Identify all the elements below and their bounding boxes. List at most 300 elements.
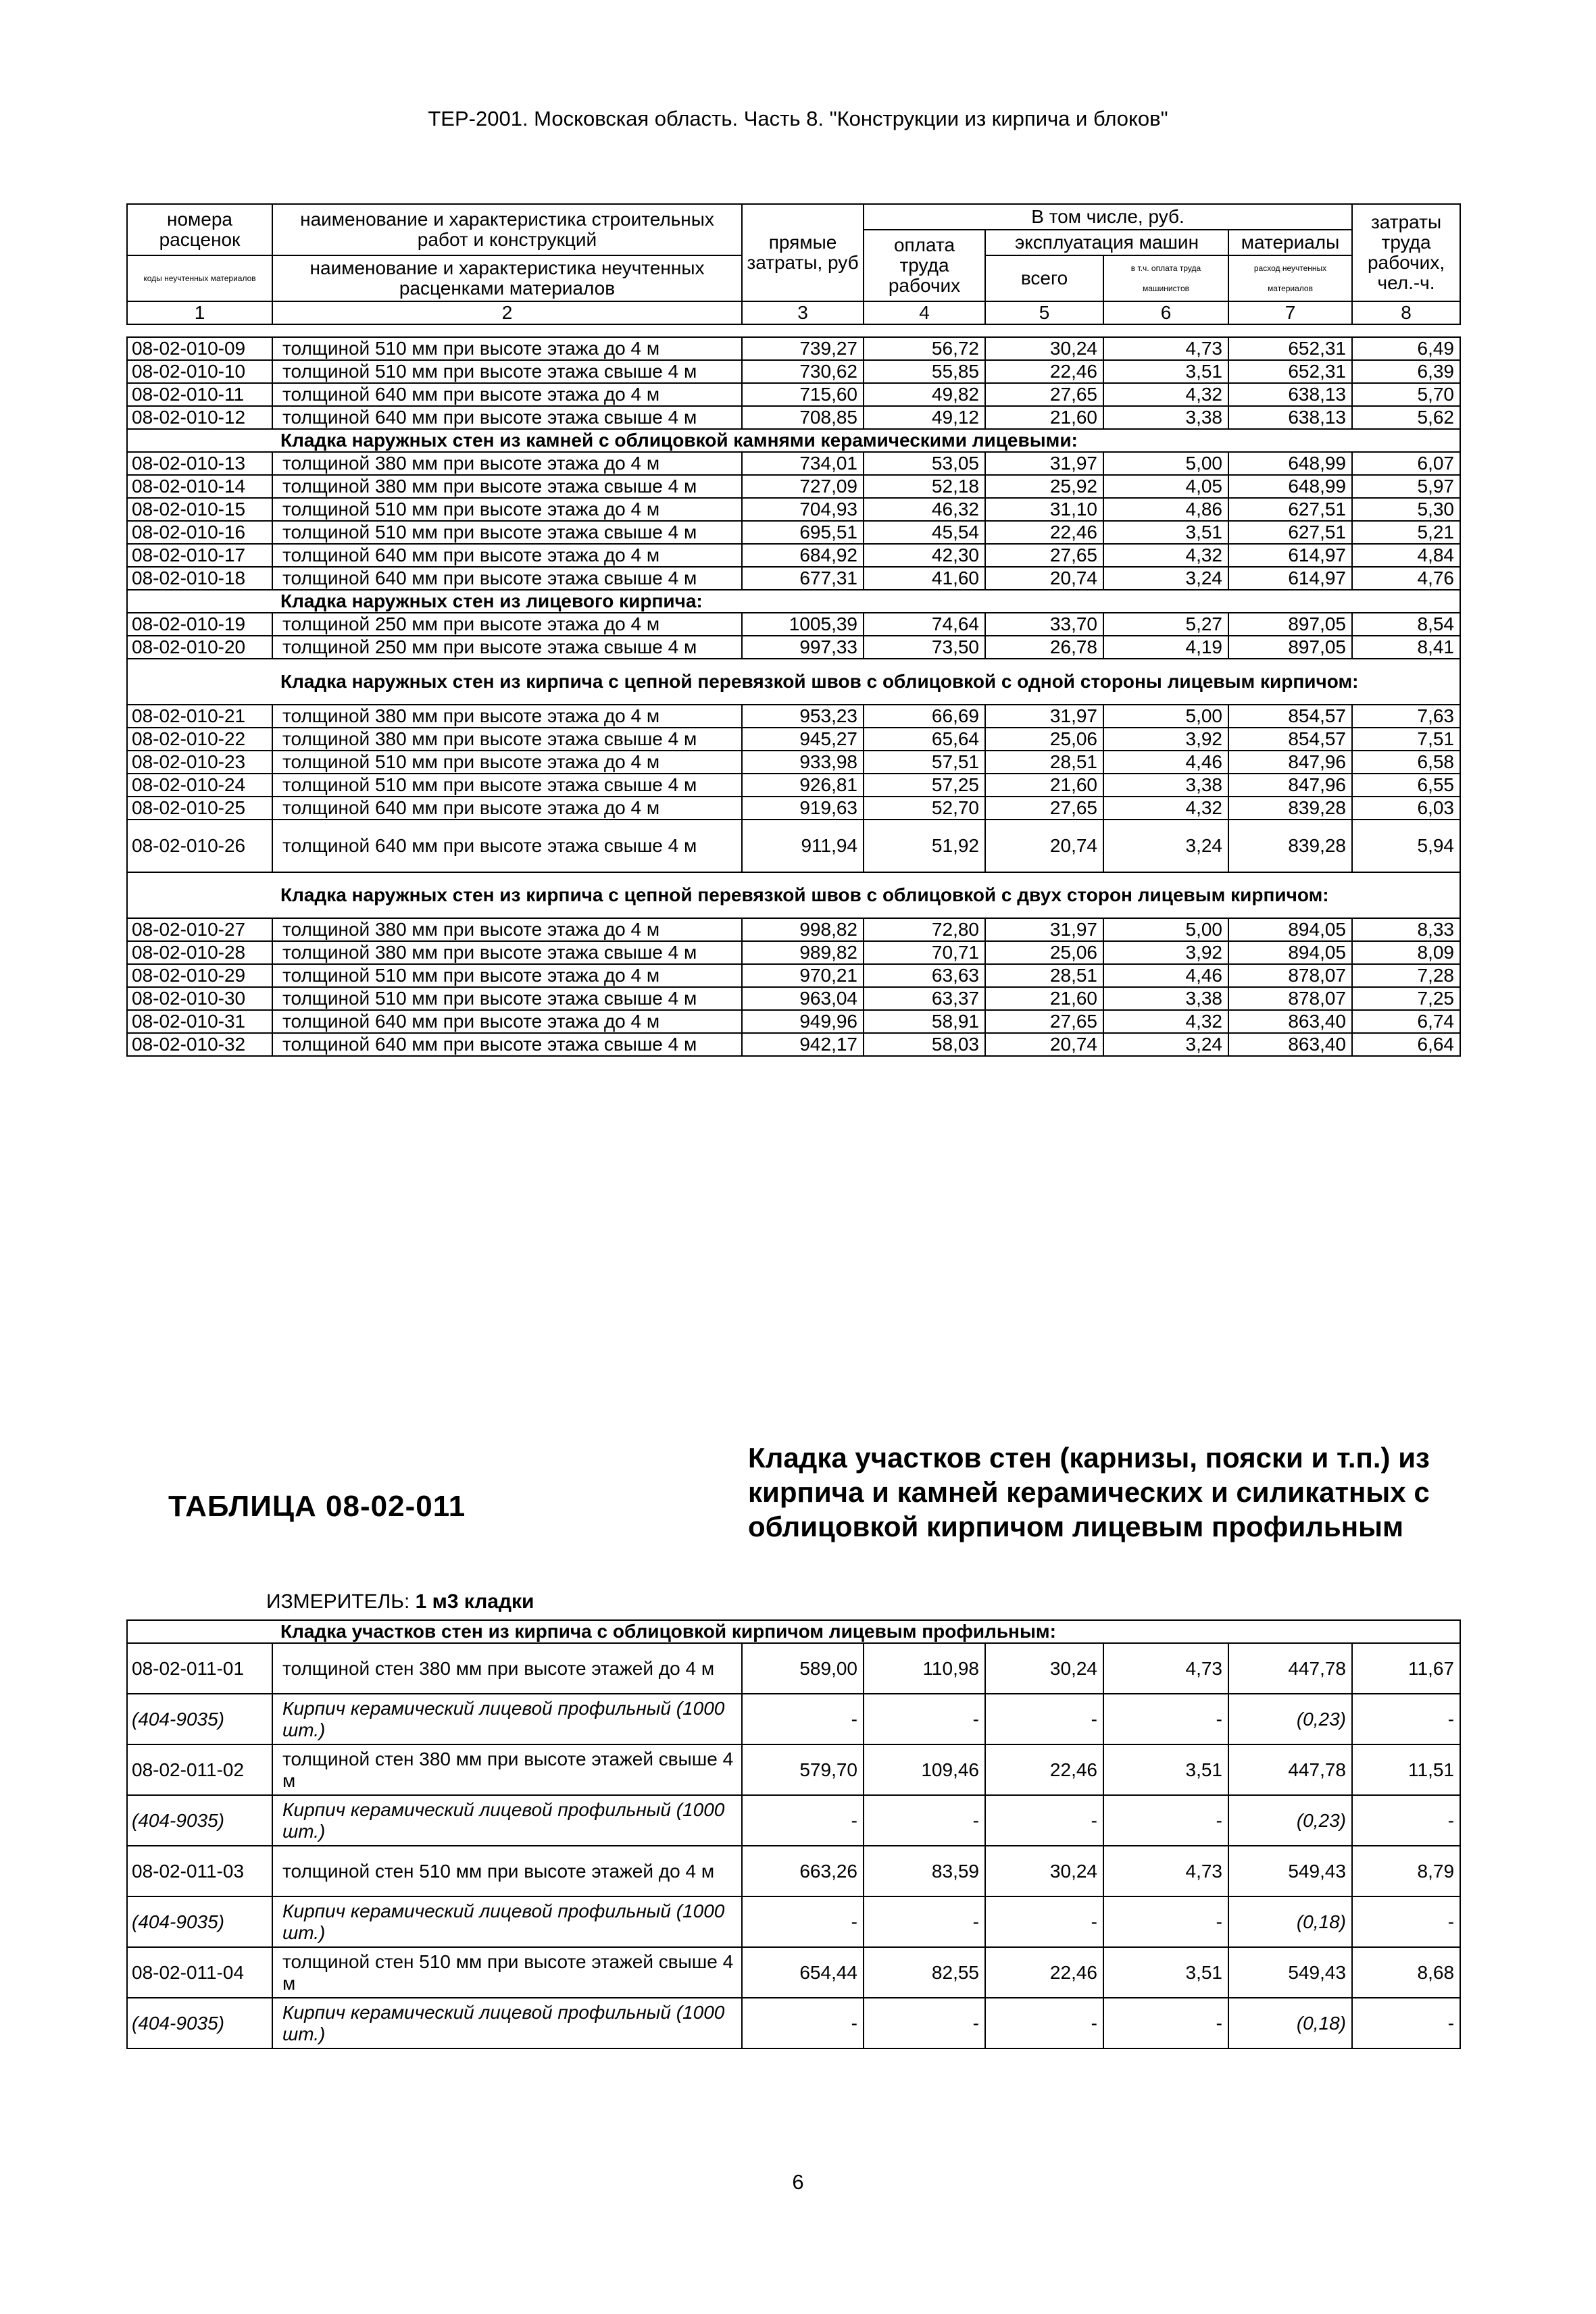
materials-cost: 648,99: [1228, 452, 1352, 475]
machines-pay: 3,51: [1103, 1744, 1228, 1795]
direct-cost: 970,21: [742, 964, 864, 987]
materials-cost: 854,57: [1228, 728, 1352, 751]
material-row: [127, 1998, 1460, 2048]
table-08-02-010: [126, 336, 1461, 1057]
direct-cost: 695,51: [742, 521, 864, 544]
rate-code: 08-02-010-22: [127, 728, 272, 751]
work-name: толщиной стен 510 мм при высоте этажей до 4 м: [272, 1846, 742, 1896]
machines-pay: 3,92: [1103, 941, 1228, 964]
machines-pay: 3,24: [1103, 567, 1228, 590]
table-row: [127, 613, 1460, 636]
direct-cost: 677,31: [742, 567, 864, 590]
table-row: [127, 820, 1460, 872]
column-number: 7: [1228, 301, 1352, 324]
col-machines-pay-header: в т.ч. оплата труда машинистов: [1103, 255, 1228, 301]
labor-hours: -: [1352, 1896, 1460, 1947]
col-pay-header: оплата труда рабочих: [864, 230, 985, 301]
work-name: толщиной 380 мм при высоте этажа до 4 м: [272, 918, 742, 941]
work-name: толщиной 250 мм при высоте этажа свыше 4 м: [272, 636, 742, 659]
table-row: [127, 544, 1460, 567]
unit-label: ИЗМЕРИТЕЛЬ: 1 м3 кладки: [266, 1590, 534, 1613]
machines-total: 26,78: [985, 636, 1103, 659]
section-title: Кладка наружных стен из лицевого кирпича:: [127, 590, 1460, 613]
labor-pay: 57,25: [864, 774, 985, 797]
labor-hours: 4,76: [1352, 567, 1460, 590]
labor-hours: -: [1352, 1998, 1460, 2048]
table-row: [127, 1010, 1460, 1033]
col-machines-header: эксплуатация машин: [985, 230, 1228, 255]
rate-code: 08-02-010-14: [127, 475, 272, 498]
table-row: [127, 705, 1460, 728]
labor-hours: -: [1352, 1694, 1460, 1744]
work-name: толщиной 250 мм при высоте этажа до 4 м: [272, 613, 742, 636]
table-row: [127, 521, 1460, 544]
machines-pay: 4,32: [1103, 1010, 1228, 1033]
materials-cost: (0,18): [1228, 1896, 1352, 1947]
machines-pay: -: [1103, 1896, 1228, 1947]
section-row: [127, 429, 1460, 452]
labor-hours: 5,62: [1352, 406, 1460, 429]
materials-cost: 614,97: [1228, 544, 1352, 567]
labor-hours: 7,25: [1352, 987, 1460, 1010]
machines-total: 30,24: [985, 337, 1103, 360]
rate-code: 08-02-011-01: [127, 1643, 272, 1694]
direct-cost: 684,92: [742, 544, 864, 567]
rate-code: 08-02-010-17: [127, 544, 272, 567]
machines-total: 25,06: [985, 941, 1103, 964]
column-number: 8: [1352, 301, 1460, 324]
machines-total: -: [985, 1694, 1103, 1744]
machines-pay: 3,92: [1103, 728, 1228, 751]
direct-cost: 727,09: [742, 475, 864, 498]
machines-total: 31,97: [985, 918, 1103, 941]
col-labor-header: затраты труда рабочих, чел.-ч.: [1352, 204, 1460, 301]
material-code: (404-9035): [127, 1694, 272, 1744]
machines-pay: 4,32: [1103, 383, 1228, 406]
machines-pay: 4,05: [1103, 475, 1228, 498]
labor-pay: 58,91: [864, 1010, 985, 1033]
direct-cost: 963,04: [742, 987, 864, 1010]
table-row: [127, 337, 1460, 360]
rate-code: 08-02-011-04: [127, 1947, 272, 1998]
materials-cost: 897,05: [1228, 613, 1352, 636]
section-title: Кладка наружных стен из кирпича с цепной перевязкой швов с облицовкой с двух сторон лицевым кирпичом:: [127, 872, 1460, 918]
table-row: [127, 567, 1460, 590]
labor-pay: 55,85: [864, 360, 985, 383]
work-name: толщиной 380 мм при высоте этажа свыше 4 м: [272, 475, 742, 498]
materials-cost: 894,05: [1228, 941, 1352, 964]
machines-pay: 4,86: [1103, 498, 1228, 521]
section-title: Кладка участков стен из кирпича с облицовкой кирпичом лицевым профильным:: [127, 1620, 1460, 1643]
work-name: толщиной 640 мм при высоте этажа свыше 4 м: [272, 820, 742, 872]
labor-hours: 5,97: [1352, 475, 1460, 498]
labor-hours: 11,51: [1352, 1744, 1460, 1795]
direct-cost: -: [742, 1694, 864, 1744]
labor-pay: 41,60: [864, 567, 985, 590]
col-incl-header: В том числе, руб.: [864, 204, 1352, 230]
direct-cost: 734,01: [742, 452, 864, 475]
labor-pay: 70,71: [864, 941, 985, 964]
labor-pay: -: [864, 1896, 985, 1947]
labor-pay: 63,37: [864, 987, 985, 1010]
rate-code: 08-02-010-09: [127, 337, 272, 360]
direct-cost: 949,96: [742, 1010, 864, 1033]
section-row: [127, 590, 1460, 613]
labor-hours: 5,70: [1352, 383, 1460, 406]
direct-cost: -: [742, 1795, 864, 1846]
table-08-02-011-caption: [126, 1434, 1460, 1619]
labor-pay: 109,46: [864, 1744, 985, 1795]
col-materials-header: материалы: [1228, 230, 1352, 255]
labor-pay: 65,64: [864, 728, 985, 751]
materials-cost: 863,40: [1228, 1010, 1352, 1033]
machines-pay: 3,51: [1103, 521, 1228, 544]
machines-total: 20,74: [985, 820, 1103, 872]
direct-cost: 945,27: [742, 728, 864, 751]
rate-code: 08-02-010-11: [127, 383, 272, 406]
labor-pay: 63,63: [864, 964, 985, 987]
labor-hours: 4,84: [1352, 544, 1460, 567]
rate-code: 08-02-010-23: [127, 751, 272, 774]
direct-cost: 730,62: [742, 360, 864, 383]
work-name: толщиной 380 мм при высоте этажа до 4 м: [272, 452, 742, 475]
table-label: ТАБЛИЦА 08-02-011: [168, 1490, 466, 1523]
column-number: 1: [127, 301, 272, 324]
machines-total: 30,24: [985, 1643, 1103, 1694]
rate-code: 08-02-010-29: [127, 964, 272, 987]
document-header: ТЕР-2001. Московская область. Часть 8. "Конструкции из кирпича и блоков": [428, 107, 1168, 130]
rate-code: 08-02-010-27: [127, 918, 272, 941]
labor-pay: 53,05: [864, 452, 985, 475]
labor-pay: 52,18: [864, 475, 985, 498]
table-row: [127, 475, 1460, 498]
labor-pay: 49,12: [864, 406, 985, 429]
work-name: толщиной 510 мм при высоте этажа свыше 4 м: [272, 360, 742, 383]
col-name-header: наименование и характеристика строительных работ и конструкций: [272, 204, 742, 255]
labor-pay: 52,70: [864, 797, 985, 820]
col-direct-header: прямые затраты, руб: [742, 204, 864, 301]
direct-cost: 933,98: [742, 751, 864, 774]
machines-total: 31,97: [985, 705, 1103, 728]
labor-pay: 51,92: [864, 820, 985, 872]
machines-total: 31,97: [985, 452, 1103, 475]
material-row: [127, 1694, 1460, 1744]
machines-total: -: [985, 1998, 1103, 2048]
materials-cost: 652,31: [1228, 360, 1352, 383]
materials-cost: 847,96: [1228, 774, 1352, 797]
labor-hours: 6,03: [1352, 797, 1460, 820]
direct-cost: 715,60: [742, 383, 864, 406]
machines-total: 22,46: [985, 521, 1103, 544]
labor-pay: 83,59: [864, 1846, 985, 1896]
work-name: толщиной 510 мм при высоте этажа свыше 4 м: [272, 521, 742, 544]
rate-code: 08-02-010-20: [127, 636, 272, 659]
rate-code: 08-02-010-10: [127, 360, 272, 383]
labor-pay: 66,69: [864, 705, 985, 728]
material-row: [127, 1896, 1460, 1947]
direct-cost: -: [742, 1896, 864, 1947]
machines-total: 21,60: [985, 987, 1103, 1010]
column-number: 3: [742, 301, 864, 324]
machines-total: 21,60: [985, 406, 1103, 429]
direct-cost: 704,93: [742, 498, 864, 521]
labor-pay: 82,55: [864, 1947, 985, 1998]
materials-cost: (0,18): [1228, 1998, 1352, 2048]
machines-total: 25,92: [985, 475, 1103, 498]
labor-hours: 6,58: [1352, 751, 1460, 774]
rate-code: 08-02-010-12: [127, 406, 272, 429]
labor-hours: 7,51: [1352, 728, 1460, 751]
work-name: толщиной 640 мм при высоте этажа до 4 м: [272, 383, 742, 406]
labor-hours: 5,30: [1352, 498, 1460, 521]
rate-code: 08-02-010-13: [127, 452, 272, 475]
machines-pay: 3,51: [1103, 1947, 1228, 1998]
work-name: толщиной 510 мм при высоте этажа до 4 м: [272, 498, 742, 521]
labor-pay: 46,32: [864, 498, 985, 521]
labor-hours: 5,21: [1352, 521, 1460, 544]
machines-total: -: [985, 1896, 1103, 1947]
machines-pay: 4,46: [1103, 751, 1228, 774]
direct-cost: 919,63: [742, 797, 864, 820]
machines-total: 25,06: [985, 728, 1103, 751]
machines-pay: 4,73: [1103, 1846, 1228, 1896]
rate-code: 08-02-010-18: [127, 567, 272, 590]
machines-total: -: [985, 1795, 1103, 1846]
material-name: Кирпич керамический лицевой профильный (1000 шт.): [272, 1998, 742, 2048]
section-title: Кладка наружных стен из камней с облицовкой камнями керамическими лицевыми:: [127, 429, 1460, 452]
rate-code: 08-02-010-24: [127, 774, 272, 797]
machines-pay: 4,32: [1103, 544, 1228, 567]
labor-pay: 110,98: [864, 1643, 985, 1694]
machines-pay: 5,27: [1103, 613, 1228, 636]
machines-total: 31,10: [985, 498, 1103, 521]
machines-total: 27,65: [985, 1010, 1103, 1033]
rate-code: 08-02-010-21: [127, 705, 272, 728]
table-row: [127, 360, 1460, 383]
rate-code: 08-02-010-26: [127, 820, 272, 872]
work-name: толщиной 640 мм при высоте этажа свыше 4 м: [272, 1033, 742, 1056]
machines-pay: 4,19: [1103, 636, 1228, 659]
machines-pay: 4,46: [1103, 964, 1228, 987]
machines-total: 30,24: [985, 1846, 1103, 1896]
col-materials-sub-header: расход неучтенных материалов: [1228, 255, 1352, 301]
direct-cost: 739,27: [742, 337, 864, 360]
work-name: толщиной 510 мм при высоте этажа до 4 м: [272, 337, 742, 360]
work-name: толщиной стен 380 мм при высоте этажей свыше 4 м: [272, 1744, 742, 1795]
work-name: толщиной 640 мм при высоте этажа свыше 4 м: [272, 406, 742, 429]
labor-hours: 8,09: [1352, 941, 1460, 964]
labor-pay: -: [864, 1694, 985, 1744]
section-row: [127, 659, 1460, 705]
labor-hours: 6,64: [1352, 1033, 1460, 1056]
labor-hours: 8,41: [1352, 636, 1460, 659]
materials-cost: 652,31: [1228, 337, 1352, 360]
material-name: Кирпич керамический лицевой профильный (1000 шт.): [272, 1896, 742, 1947]
machines-total: 28,51: [985, 751, 1103, 774]
labor-hours: 6,74: [1352, 1010, 1460, 1033]
table-row: [127, 452, 1460, 475]
materials-cost: 854,57: [1228, 705, 1352, 728]
materials-cost: 648,99: [1228, 475, 1352, 498]
direct-cost: 998,82: [742, 918, 864, 941]
labor-hours: 8,54: [1352, 613, 1460, 636]
machines-pay: -: [1103, 1998, 1228, 2048]
labor-hours: 11,67: [1352, 1643, 1460, 1694]
column-number: 2: [272, 301, 742, 324]
rate-code: 08-02-010-31: [127, 1010, 272, 1033]
page-number: 6: [792, 2170, 804, 2194]
work-name: толщиной 380 мм при высоте этажа до 4 м: [272, 705, 742, 728]
material-code: (404-9035): [127, 1795, 272, 1846]
materials-cost: 627,51: [1228, 498, 1352, 521]
labor-hours: -: [1352, 1795, 1460, 1846]
machines-pay: 3,24: [1103, 1033, 1228, 1056]
table-title: Кладка участков стен (карнизы, пояски и т.п.) из кирпича и камней керамических и силикатных с облицовкой кирпичом лицевым профильным: [748, 1442, 1430, 1542]
table-row: [127, 774, 1460, 797]
work-name: толщиной стен 510 мм при высоте этажей свыше 4 м: [272, 1947, 742, 1998]
rate-code: 08-02-010-16: [127, 521, 272, 544]
machines-pay: -: [1103, 1694, 1228, 1744]
labor-hours: 5,94: [1352, 820, 1460, 872]
column-number: 4: [864, 301, 985, 324]
direct-cost: 942,17: [742, 1033, 864, 1056]
labor-pay: 58,03: [864, 1033, 985, 1056]
machines-total: 28,51: [985, 964, 1103, 987]
rate-code: 08-02-010-19: [127, 613, 272, 636]
table-row: [127, 964, 1460, 987]
machines-pay: 4,73: [1103, 1643, 1228, 1694]
table-row: [127, 636, 1460, 659]
labor-pay: 57,51: [864, 751, 985, 774]
material-code: (404-9035): [127, 1896, 272, 1947]
labor-pay: -: [864, 1795, 985, 1846]
work-name: толщиной 510 мм при высоте этажа до 4 м: [272, 964, 742, 987]
labor-hours: 6,49: [1352, 337, 1460, 360]
machines-total: 33,70: [985, 613, 1103, 636]
machines-pay: 5,00: [1103, 705, 1228, 728]
machines-pay: -: [1103, 1795, 1228, 1846]
machines-pay: 4,32: [1103, 797, 1228, 820]
rate-code: 08-02-010-32: [127, 1033, 272, 1056]
machines-pay: 3,38: [1103, 774, 1228, 797]
work-name: толщиной 640 мм при высоте этажа свыше 4 м: [272, 567, 742, 590]
work-name: толщиной 510 мм при высоте этажа свыше 4 м: [272, 987, 742, 1010]
labor-pay: 45,54: [864, 521, 985, 544]
work-name: толщиной 640 мм при высоте этажа до 4 м: [272, 1010, 742, 1033]
materials-cost: 627,51: [1228, 521, 1352, 544]
materials-cost: 878,07: [1228, 964, 1352, 987]
machines-pay: 4,73: [1103, 337, 1228, 360]
column-number: 5: [985, 301, 1103, 324]
column-number: 6: [1103, 301, 1228, 324]
labor-hours: 8,33: [1352, 918, 1460, 941]
machines-pay: 3,24: [1103, 820, 1228, 872]
materials-cost: 447,78: [1228, 1744, 1352, 1795]
work-name: толщиной 380 мм при высоте этажа свыше 4 м: [272, 941, 742, 964]
direct-cost: 579,70: [742, 1744, 864, 1795]
table-row: [127, 751, 1460, 774]
direct-cost: 654,44: [742, 1947, 864, 1998]
materials-cost: 847,96: [1228, 751, 1352, 774]
machines-pay: 5,00: [1103, 918, 1228, 941]
labor-pay: 56,72: [864, 337, 985, 360]
rate-code: 08-02-010-30: [127, 987, 272, 1010]
work-name: толщиной 510 мм при высоте этажа до 4 м: [272, 751, 742, 774]
direct-cost: 997,33: [742, 636, 864, 659]
col-materials-codes-header: коды неучтенных материалов: [127, 255, 272, 301]
table-row: [127, 1947, 1460, 1998]
materials-cost: 863,40: [1228, 1033, 1352, 1056]
rate-code: 08-02-010-15: [127, 498, 272, 521]
direct-cost: 926,81: [742, 774, 864, 797]
work-name: толщиной 380 мм при высоте этажа свыше 4 м: [272, 728, 742, 751]
material-name: Кирпич керамический лицевой профильный (1000 шт.): [272, 1795, 742, 1846]
materials-cost: (0,23): [1228, 1795, 1352, 1846]
machines-pay: 5,00: [1103, 452, 1228, 475]
table-row: [127, 1643, 1460, 1694]
direct-cost: 911,94: [742, 820, 864, 872]
labor-pay: 49,82: [864, 383, 985, 406]
materials-cost: 839,28: [1228, 820, 1352, 872]
direct-cost: 663,26: [742, 1846, 864, 1896]
direct-cost: 989,82: [742, 941, 864, 964]
direct-cost: 1005,39: [742, 613, 864, 636]
materials-cost: 447,78: [1228, 1643, 1352, 1694]
machines-total: 27,65: [985, 383, 1103, 406]
table-header: [126, 203, 1461, 325]
material-row: [127, 1795, 1460, 1846]
work-name: толщиной 510 мм при высоте этажа свыше 4 м: [272, 774, 742, 797]
materials-cost: 638,13: [1228, 406, 1352, 429]
work-name: толщиной 640 мм при высоте этажа до 4 м: [272, 797, 742, 820]
direct-cost: 589,00: [742, 1643, 864, 1694]
table-row: [127, 498, 1460, 521]
rate-code: 08-02-011-03: [127, 1846, 272, 1896]
section-row: [127, 1620, 1460, 1643]
machines-total: 22,46: [985, 1744, 1103, 1795]
materials-cost: 638,13: [1228, 383, 1352, 406]
col-materials-names-header: наименование и характеристика неучтенных расценками материалов: [272, 255, 742, 301]
materials-cost: 549,43: [1228, 1947, 1352, 1998]
table-row: [127, 987, 1460, 1010]
section-row: [127, 872, 1460, 918]
table-row: [127, 406, 1460, 429]
machines-total: 20,74: [985, 567, 1103, 590]
machines-total: 27,65: [985, 544, 1103, 567]
materials-cost: 614,97: [1228, 567, 1352, 590]
table-row: [127, 1846, 1460, 1896]
materials-cost: (0,23): [1228, 1694, 1352, 1744]
materials-cost: 549,43: [1228, 1846, 1352, 1896]
materials-cost: 878,07: [1228, 987, 1352, 1010]
table-row: [127, 728, 1460, 751]
table-row: [127, 918, 1460, 941]
direct-cost: -: [742, 1998, 864, 2048]
machines-total: 22,46: [985, 1947, 1103, 1998]
labor-hours: 6,39: [1352, 360, 1460, 383]
labor-hours: 7,63: [1352, 705, 1460, 728]
labor-pay: 74,64: [864, 613, 985, 636]
labor-hours: 6,07: [1352, 452, 1460, 475]
table-row: [127, 941, 1460, 964]
rate-code: 08-02-010-25: [127, 797, 272, 820]
machines-total: 21,60: [985, 774, 1103, 797]
table-row: [127, 797, 1460, 820]
direct-cost: 708,85: [742, 406, 864, 429]
labor-pay: 42,30: [864, 544, 985, 567]
labor-hours: 6,55: [1352, 774, 1460, 797]
table-row: [127, 1033, 1460, 1056]
